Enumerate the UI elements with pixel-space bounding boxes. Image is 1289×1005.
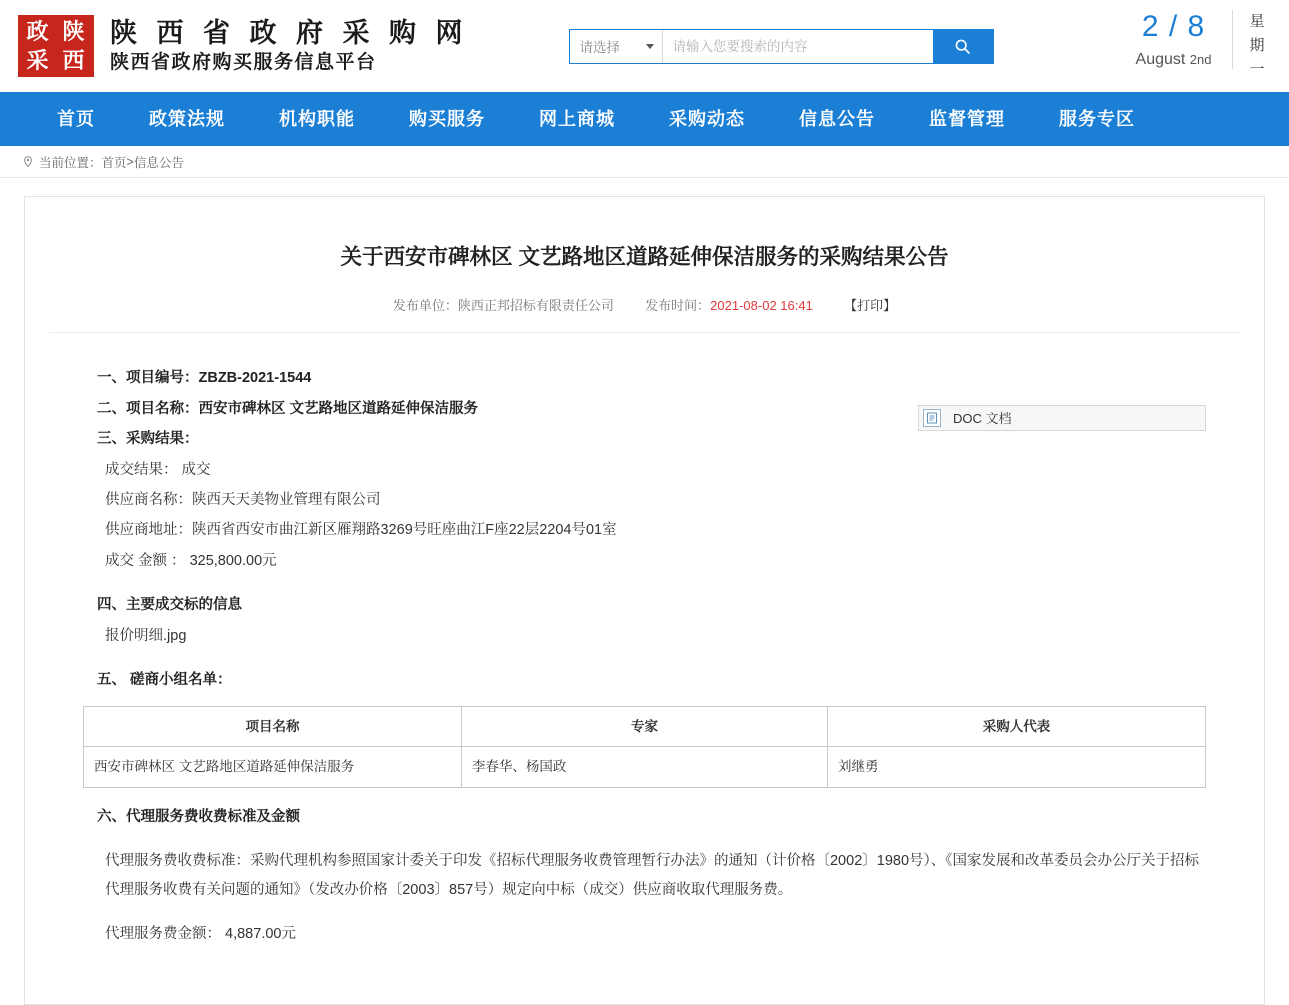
search-category-select[interactable] — [570, 30, 663, 63]
attachment-doc[interactable] — [918, 405, 1206, 431]
logo-char-4: 西 — [62, 47, 86, 73]
location-pin-icon — [22, 156, 34, 168]
nav-item-procurement-news[interactable]: 采购动态 — [669, 109, 745, 129]
nav-item-home[interactable]: 首页 — [57, 109, 95, 129]
breadcrumb-current[interactable]: 信息公告 — [133, 155, 184, 170]
breadcrumb-home[interactable]: 首页 — [101, 155, 127, 170]
cell-experts: 李春华、杨国政 — [461, 747, 827, 788]
section-2-value: 西安市碑林区 文艺路地区道路延伸保洁服务 — [198, 400, 479, 417]
search-button[interactable] — [933, 30, 993, 63]
deal-amount: 成交 金额 ： 325,800.00元 — [105, 552, 277, 569]
cell-buyer-rep: 刘继勇 — [828, 747, 1206, 788]
section-6-heading: 六、代理服务费收费标准及金额 — [97, 808, 300, 825]
date-monthname — [1129, 51, 1218, 69]
result-status: 成交结果： 成交 — [105, 461, 211, 478]
experts-table — [83, 706, 1206, 788]
site-title-sub: 陕西省政府购买服务信息平台 — [110, 51, 377, 73]
print-button[interactable]: 【打印】 — [844, 298, 897, 314]
weekday-block — [1247, 10, 1267, 82]
breadcrumb-prefix: 当前位置： — [39, 155, 102, 170]
section-2-label: 二、项目名称： — [97, 400, 199, 417]
weekday-label: 星 期 — [1249, 13, 1265, 54]
nav-item-supervision[interactable]: 监督管理 — [929, 109, 1005, 129]
breadcrumb — [0, 146, 1289, 178]
article-card — [24, 196, 1265, 1005]
th-experts: 专家 — [461, 706, 827, 747]
date-month-text: August — [1135, 51, 1186, 68]
date-main — [1129, 10, 1233, 69]
cell-project-name: 西安市碑林区 文艺路地区道路延伸保洁服务 — [84, 747, 462, 788]
breadcrumb-sep: > — [126, 154, 134, 169]
search-category-label: 请选择 — [579, 40, 621, 55]
site-logo[interactable] — [18, 15, 94, 77]
section-3-heading: 三、采购结果： — [97, 431, 199, 448]
section-1-label: 一、项目编号： — [97, 370, 199, 387]
doc-file-icon — [923, 409, 941, 427]
attachment-label: DOC 文档 — [953, 410, 1012, 426]
article-meta — [49, 295, 1240, 333]
section-5-heading: 五、 磋商小组名单： — [97, 672, 232, 689]
nav-item-announcements[interactable]: 信息公告 — [799, 109, 875, 129]
search-area — [569, 29, 994, 64]
article-publisher: 发布单位：陕西正邦招标有限责任公司 — [392, 298, 614, 314]
search-input[interactable] — [663, 30, 933, 63]
nav-item-purchase-service[interactable]: 购买服务 — [409, 109, 485, 129]
weekday-value: 一 — [1249, 61, 1265, 78]
site-title-main: 陕 西 省 政 府 采 购 网 — [110, 17, 469, 48]
section-1 — [83, 363, 1206, 393]
nav-item-service-zone[interactable]: 服务专区 — [1059, 109, 1135, 129]
section-4-value: 报价明细.jpg — [105, 627, 187, 644]
th-buyer-rep: 采购人代表 — [828, 706, 1206, 747]
supplier-address: 供应商地址：陕西省西安市曲江新区雁翔路3269号旺座曲江F座22层2204号01室 — [105, 522, 617, 539]
article-time-label: 发布时间： — [645, 298, 711, 314]
th-project-name: 项目名称 — [84, 706, 462, 747]
article-body — [25, 333, 1264, 1004]
date-daymonth: 2 / 8 — [1141, 10, 1206, 43]
main-nav — [0, 92, 1289, 146]
date-widget — [1129, 10, 1273, 82]
agency-fee-amount: 代理服务费金额： 4,887.00元 — [105, 926, 296, 943]
search-box — [569, 29, 994, 64]
supplier-name: 供应商名称：陕西天天美物业管理有限公司 — [105, 492, 381, 508]
site-header — [0, 0, 1289, 92]
search-icon — [954, 38, 971, 55]
section-4-heading: 四、主要成交标的信息 — [97, 597, 242, 614]
table-header-row — [84, 706, 1206, 747]
section-6-paragraph: 代理服务费收费标准：采购代理机构参照国家计委关于印发《招标代理服务收费管理暂行办法》的通知（计价格〔2002〕1980号）、《国家发展和改革委员会办公厅关于招标代理服务收费有关问题的通知》（发改办价格〔2003〕857号）规定向中标（成交）供应商收取代理服务费。 — [105, 852, 1200, 898]
nav-item-online-mall[interactable]: 网上商城 — [539, 109, 615, 129]
table-row — [84, 747, 1206, 788]
nav-item-functions[interactable]: 机构职能 — [279, 109, 355, 129]
date-ordinal-text: 2nd — [1189, 52, 1212, 67]
nav-item-policies[interactable]: 政策法规 — [149, 109, 225, 129]
logo-char-1: 政 — [26, 18, 50, 44]
site-title — [110, 17, 469, 75]
section-1-value: ZBZB-2021-1544 — [198, 370, 312, 387]
logo-char-2: 陕 — [62, 18, 86, 44]
chevron-down-icon — [646, 44, 654, 49]
logo-char-3: 采 — [26, 47, 50, 73]
article-time-value: 2021-08-02 16:41 — [710, 298, 813, 314]
page-title: 关于西安市碑林区 文艺路地区道路延伸保洁服务的采购结果公告 — [340, 245, 949, 269]
